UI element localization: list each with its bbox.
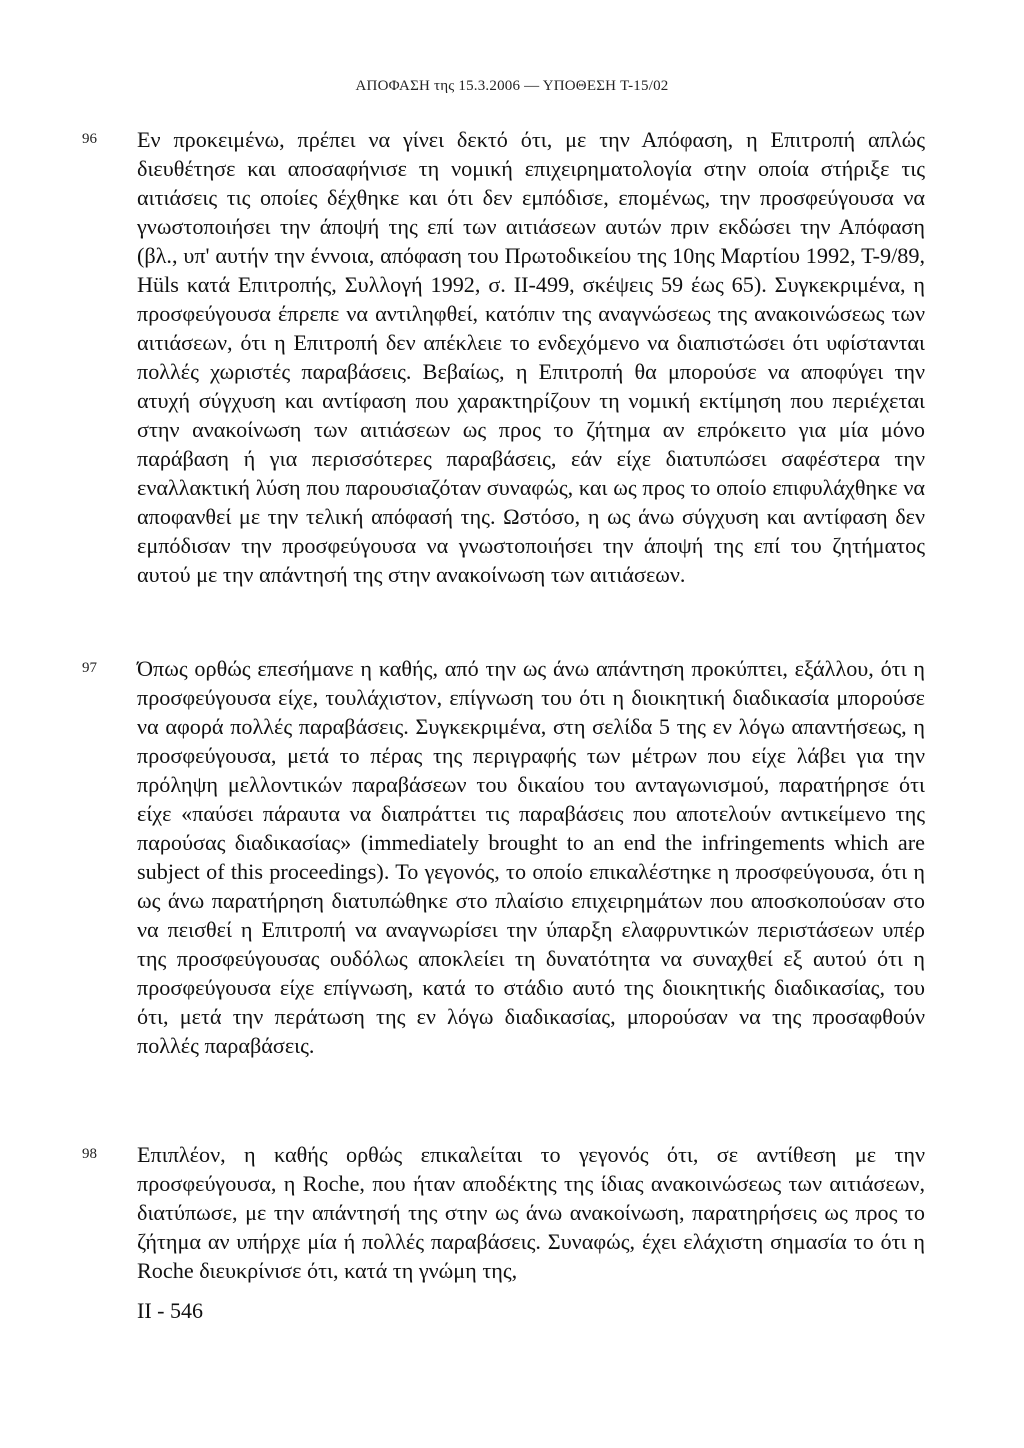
paragraph-97 xyxy=(82,654,925,1060)
paragraph-text: Επιπλέον, η καθής ορθώς επικαλείται το γεγονός ότι, σε αντίθεση με την προσφεύγουσα, η Roche, που ήταν αποδέκτης της ίδιας ανακοινώσεως των αιτιάσεων, διατύπωσε, με την απάντησή της στην ως άνω ανακοίνωση, παρατηρήσεις ως προς το ζήτημα αν υπήρχε μία ή πολλές παραβάσεις. Συναφώς, έχει ελάχιστη σημασία το ότι η Roche διευκρίνισε ότι, κατά τη γνώμη της, xyxy=(137,1142,925,1283)
paragraph-text: Όπως ορθώς επεσήμανε η καθής, από την ως άνω απάντηση προκύπτει, εξάλλου, ότι η προσφεύγουσα είχε, τουλάχιστον, επίγνωση του ότι η διοικητική διαδικασία μπορούσε να αφορά πολλές παραβάσεις. Συγκεκριμένα, στη σελίδα 5 της εν λόγω απαντήσεως, η προσφεύγουσα, μετά το πέρας της περιγραφής των μέτρων που είχε λάβει για την πρόληψη μελλοντικών παραβάσεων του δικαίου του ανταγωνισμού, παρατήρησε ότι είχε «παύσει πάραυτα να διαπράττει τις παραβάσεις που αποτελούν αντικείμενο της παρούσας διαδικασίας» (immediately brought to an end the infringements which are subject of this proceedings). Το γεγονός, το οποίο επικαλέστηκε η προσφεύγουσα, ότι η ως άνω παρατήρηση διατυπώθηκε στο πλαίσιο επιχειρημάτων που αποσκοπούσαν στο να πεισθεί η Επιτροπή να αναγνωρίσει την ύπαρξη ελαφρυντικών περιστάσεων υπέρ της προσφεύγουσας ουδόλως αποκλείει τη δυνατότητα να συναχθεί εξ αυτού ότι η προσφεύγουσα είχε επίγνωση, κατά το στάδιο αυτό της διοικητικής διαδικασίας, του ότι, μετά την περάτωση της εν λόγω διαδικασίας, μπορούσαν να της προσαφθούν πολλές παραβάσεις. xyxy=(137,656,925,1058)
paragraph-number: 98 xyxy=(82,1146,97,1162)
paragraph-98 xyxy=(82,1140,925,1285)
running-header: ΑΠΟΦΑΣΗ της 15.3.2006 — ΥΠΟΘΕΣΗ T-15/02 xyxy=(355,78,669,94)
page-number: II - 546 xyxy=(137,1298,203,1323)
paragraph-96 xyxy=(82,125,925,589)
paragraph-text: Εν προκειμένω, πρέπει να γίνει δεκτό ότι, με την Απόφαση, η Επιτροπή απλώς διευθέτησε και αποσαφήνισε τη νομική επιχειρηματολογία στην οποία στήριξε τις αιτιάσεις τις οποίες δέχθηκε και ότι δεν εμπόδισε, επομένως, την προσφεύγουσα να γνωστοποιήσει την άποψή της επί των αιτιάσεων αυτών πριν εκδώσει την Απόφαση (βλ., υπ' αυτήν την έννοια, απόφαση του Πρωτοδικείου της 10ης Μαρτίου 1992, Τ-9/89, Hüls κατά Επιτροπής, Συλλογή 1992, σ. ΙΙ-499, σκέψεις 59 έως 65). Συγκεκριμένα, η προσφεύγουσα έπρεπε να αντιληφθεί, κατόπιν της αναγνώσεως της ανακοινώσεως των αιτιάσεων, ότι η Επιτροπή δεν απέκλειε το ενδεχόμενο να διαπιστώσει ότι υφίστανται πολλές χωριστές παραβάσεις. Βεβαίως, η Επιτροπή θα μπορούσε να αποφύγει την ατυχή σύγχυση και αντίφαση που χαρακτηρίζουν τη νομική εκτίμηση που περιέχεται στην ανακοίνωση των αιτιάσεων ως προς το ζήτημα αν επρόκειτο για μία μόνο παράβαση ή για περισσότερες παραβάσεις, εάν είχε διατυπώσει σαφέστερα την εναλλακτική λύση που παρουσιαζόταν συναφώς, και ως προς το οποίο επιφυλάχθηκε να αποφανθεί με την τελική απόφασή της. Ωστόσο, η ως άνω σύγχυση και αντίφαση δεν εμπόδισαν την προσφεύγουσα να γνωστοποιήσει την άποψή της επί του ζητήματος αυτού με την απάντησή της στην ανακοίνωση των αιτιάσεων. xyxy=(137,127,925,587)
paragraph-number: 96 xyxy=(82,131,97,147)
paragraph-number: 97 xyxy=(82,660,97,676)
